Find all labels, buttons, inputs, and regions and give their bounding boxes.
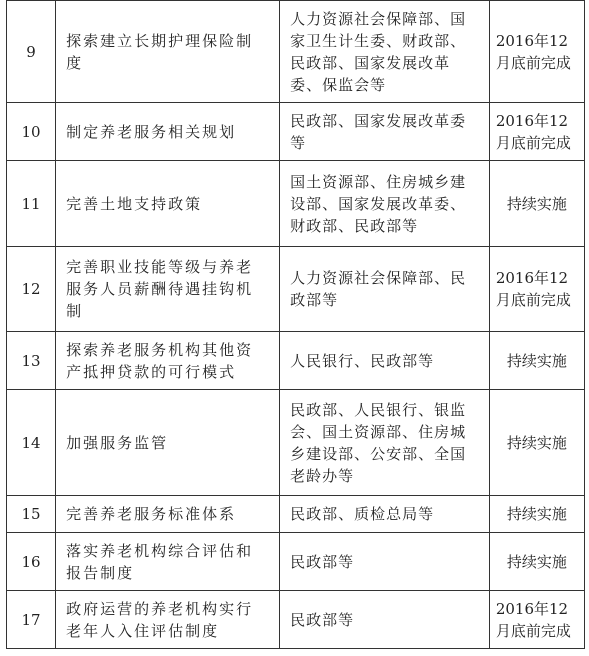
table-row: [7, 390, 585, 496]
timeline-cell: 持续实施: [489, 533, 584, 591]
table-row: [7, 332, 585, 390]
timeline-cell: 2016年12月底前完成: [489, 1, 584, 103]
timeline-cell: 持续实施: [489, 390, 584, 496]
table-row: [7, 103, 585, 161]
timeline-cell: 持续实施: [489, 161, 584, 247]
timeline-cell: 2016年12月底前完成: [489, 247, 584, 332]
task-cell: 完善职业技能等级与养老服务人员薪酬待遇挂钩机制: [56, 247, 280, 332]
task-cell: 制定养老服务相关规划: [56, 103, 280, 161]
department-cell: 民政部、质检总局等: [280, 496, 490, 533]
task-cell: 完善养老服务标准体系: [56, 496, 280, 533]
table-row: [7, 496, 585, 533]
row-number: 12: [7, 247, 56, 332]
task-cell: 政府运营的养老机构实行老年人入住评估制度: [56, 591, 280, 649]
department-cell: 民政部等: [280, 533, 490, 591]
department-cell: 人民银行、民政部等: [280, 332, 490, 390]
table-row: [7, 161, 585, 247]
timeline-cell: 2016年12月底前完成: [489, 591, 584, 649]
task-cell: 探索养老服务机构其他资产抵押贷款的可行模式: [56, 332, 280, 390]
row-number: 16: [7, 533, 56, 591]
department-cell: 民政部、人民银行、银监会、国土资源部、住房城乡建设部、公安部、全国老龄办等: [280, 390, 490, 496]
row-number: 11: [7, 161, 56, 247]
policy-task-table: [6, 0, 585, 649]
task-cell: 加强服务监管: [56, 390, 280, 496]
table-row: [7, 533, 585, 591]
table-row: [7, 1, 585, 103]
department-cell: 民政部、国家发展改革委等: [280, 103, 490, 161]
timeline-cell: 持续实施: [489, 332, 584, 390]
department-cell: 国土资源部、住房城乡建设部、国家发展改革委、财政部、民政部等: [280, 161, 490, 247]
task-cell: 落实养老机构综合评估和报告制度: [56, 533, 280, 591]
row-number: 15: [7, 496, 56, 533]
row-number: 13: [7, 332, 56, 390]
timeline-cell: 2016年12月底前完成: [489, 103, 584, 161]
table-row: [7, 247, 585, 332]
task-cell: 完善土地支持政策: [56, 161, 280, 247]
table-row: [7, 591, 585, 649]
department-cell: 人力资源社会保障部、国家卫生计生委、财政部、民政部、国家发展改革委、保监会等: [280, 1, 490, 103]
task-cell: 探索建立长期护理保险制度: [56, 1, 280, 103]
row-number: 14: [7, 390, 56, 496]
row-number: 17: [7, 591, 56, 649]
department-cell: 人力资源社会保障部、民政部等: [280, 247, 490, 332]
row-number: 9: [7, 1, 56, 103]
timeline-cell: 持续实施: [489, 496, 584, 533]
department-cell: 民政部等: [280, 591, 490, 649]
row-number: 10: [7, 103, 56, 161]
